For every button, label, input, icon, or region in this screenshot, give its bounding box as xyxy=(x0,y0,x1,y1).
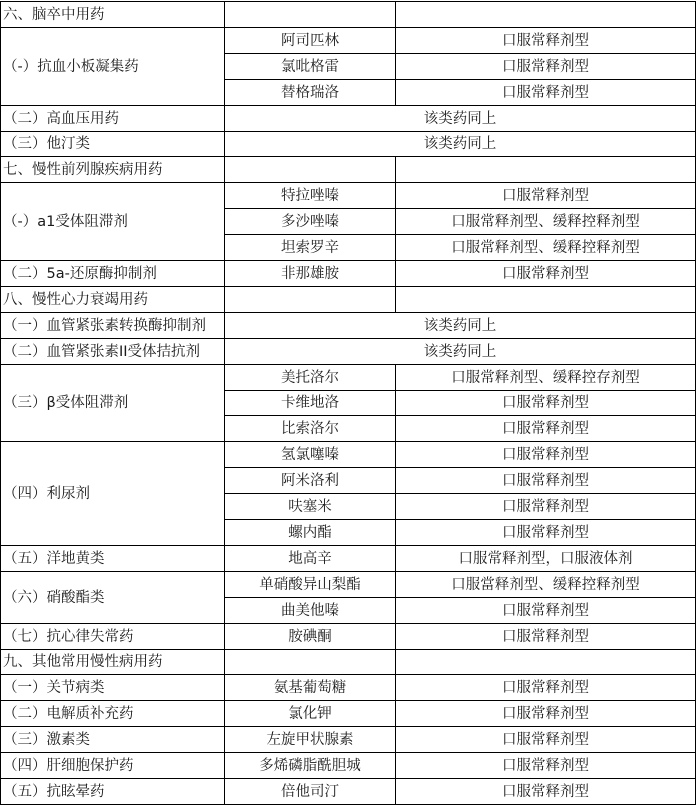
category-label: （五）抗眩晕药 xyxy=(3,784,105,800)
drug-name: 多烯磷脂酰胆城 xyxy=(259,758,361,774)
section-heading: 八、慢性心力衰竭用药 xyxy=(3,292,148,308)
category-label: （三）激素类 xyxy=(3,732,90,748)
dosage-form: 口服常释剂型 xyxy=(502,85,589,101)
drug-name: 左旋甲状腺素 xyxy=(266,732,354,748)
table-gridline xyxy=(224,208,696,209)
dosage-form: 口服常释剂型、缓释控存剂型 xyxy=(451,370,640,386)
table-gridline xyxy=(395,649,396,675)
drug-name: 氯吡格雷 xyxy=(281,59,339,75)
dosage-form: 口服常释剂型 xyxy=(502,784,589,800)
table-gridline xyxy=(0,312,696,313)
table-gridline xyxy=(224,390,696,391)
table-gridline xyxy=(0,338,696,339)
table-gridline xyxy=(224,493,696,494)
table-gridline xyxy=(0,27,696,28)
category-label: （二）5a-还原酶抑制剂 xyxy=(3,266,157,282)
table-gridline xyxy=(395,156,396,183)
same-as-above-note: 该类药同上 xyxy=(423,318,497,334)
drug-name: 多沙唑嗪 xyxy=(281,214,339,230)
table-gridline xyxy=(224,649,225,675)
dosage-form: 口服常释剂型 xyxy=(502,33,589,49)
table-gridline xyxy=(0,804,696,805)
category-label: （五）洋地黄类 xyxy=(3,551,105,567)
table-gridline xyxy=(224,156,225,183)
table-gridline xyxy=(0,260,696,261)
table-gridline xyxy=(0,1,696,2)
dosage-form: 口服常释剂型，口服液体剂 xyxy=(458,551,633,567)
dosage-form: 口服常释剂型 xyxy=(502,421,589,437)
drug-name: 非那雄胺 xyxy=(281,266,339,282)
same-as-above-note: 该类药同上 xyxy=(423,136,497,152)
dosage-form: 口服當释剂型、缓释控释剂型 xyxy=(451,577,640,593)
dosage-form: 口服常释剂型 xyxy=(502,629,589,645)
drug-name: 阿米洛利 xyxy=(281,473,339,489)
dosage-form: 口服常释剂型 xyxy=(502,758,589,774)
drug-name: 卡维地洛 xyxy=(281,395,339,411)
category-label: （二）电解质补充药 xyxy=(3,706,134,722)
dosage-form: 口服常释剂型 xyxy=(502,59,589,75)
table-gridline xyxy=(0,726,696,727)
table-gridline xyxy=(0,286,696,287)
drug-name: 美托洛尔 xyxy=(281,370,339,386)
table-gridline xyxy=(395,1,396,28)
same-as-above-note: 该类药同上 xyxy=(423,111,497,127)
dosage-form: 口服常释剂型 xyxy=(502,473,589,489)
table-gridline xyxy=(224,79,696,80)
drug-name: 单硝酸异山梨酯 xyxy=(259,577,361,593)
table-gridline xyxy=(0,131,696,132)
drug-name: 坦索罗辛 xyxy=(281,240,339,256)
drug-name: 氯化钾 xyxy=(288,706,332,722)
dosage-form: 口服常释剂型、缓释控释剂型 xyxy=(451,240,640,256)
table-gridline xyxy=(0,674,696,675)
table-gridline xyxy=(224,415,696,416)
drug-name: 替格瑞洛 xyxy=(281,85,339,101)
dosage-form: 口服常释剂型 xyxy=(502,266,589,282)
category-label: （二）高血压用药 xyxy=(3,111,119,127)
category-label: （一）血管紧张素转换酶抑制剂 xyxy=(3,318,206,334)
section-heading: 六、脑卒中用药 xyxy=(3,7,105,23)
category-label: （七）抗心律失常药 xyxy=(3,629,134,645)
drug-name: 曲美他嗪 xyxy=(281,603,339,619)
dosage-form: 口服常释剂型、缓释控释剂型 xyxy=(451,214,640,230)
drug-name: 特拉唑嗪 xyxy=(281,188,339,204)
drug-name: 地高辛 xyxy=(288,551,332,567)
table-gridline xyxy=(0,545,696,546)
dosage-form: 口服常释剂型 xyxy=(502,395,589,411)
dosage-form: 口服常释剂型 xyxy=(502,706,589,722)
dosage-form: 口服常释剂型 xyxy=(502,188,589,204)
drug-name: 氨基葡萄糖 xyxy=(273,680,347,696)
table-gridline xyxy=(0,700,696,701)
dosage-form: 口服常释剂型 xyxy=(502,603,589,619)
category-label: （一）关节病类 xyxy=(3,680,105,696)
table-gridline xyxy=(0,752,696,753)
category-label: （六）硝酸酯类 xyxy=(3,590,105,606)
section-heading: 九、其他常用慢性病用药 xyxy=(3,654,163,670)
dosage-form: 口服常释剂型 xyxy=(502,732,589,748)
category-label: （-）抗血小板凝集药 xyxy=(3,59,139,75)
drug-name: 呋塞米 xyxy=(288,499,332,515)
dosage-form: 口服常释剂型 xyxy=(502,447,589,463)
drug-name: 倍他司汀 xyxy=(281,784,339,800)
table-gridline xyxy=(224,467,696,468)
drug-name: 氢氯噻嗪 xyxy=(281,447,339,463)
table-gridline xyxy=(0,778,696,779)
drug-name: 胺碘酮 xyxy=(288,629,332,645)
category-label: （二）血管紧张素II受体拮抗剂 xyxy=(3,344,201,360)
drug-name: 比索洛尔 xyxy=(281,421,339,437)
table-gridline xyxy=(0,623,696,624)
table-gridline xyxy=(0,649,696,650)
table-gridline xyxy=(0,571,696,572)
dosage-form: 口服常释剂型 xyxy=(502,525,589,541)
category-label: （三）他汀类 xyxy=(3,136,90,152)
table-gridline xyxy=(0,364,696,365)
same-as-above-note: 该类药同上 xyxy=(423,344,497,360)
table-gridline xyxy=(0,182,696,183)
category-label: （-）a1受体阻滞剂 xyxy=(3,214,128,230)
category-label: （四）肝细胞保护药 xyxy=(3,758,134,774)
table-gridline xyxy=(0,441,696,442)
dosage-form: 口服常释剂型 xyxy=(502,499,589,515)
table-gridline xyxy=(0,156,696,157)
section-heading: 七、慢性前列腺疾病用药 xyxy=(3,162,163,178)
drug-name: 螺内酯 xyxy=(288,525,332,541)
table-gridline xyxy=(395,286,396,313)
drug-name: 阿司匹林 xyxy=(281,33,339,49)
table-gridline xyxy=(224,286,225,313)
table-gridline xyxy=(224,53,696,54)
category-label: （四）利尿剂 xyxy=(3,486,90,502)
table-gridline xyxy=(224,234,696,235)
dosage-form: 口服常释剂型 xyxy=(502,680,589,696)
table-gridline xyxy=(224,1,225,28)
table-gridline xyxy=(224,519,696,520)
category-label: （三）β受体阻滞剂 xyxy=(3,395,129,411)
table-gridline xyxy=(0,105,696,106)
table-gridline xyxy=(224,597,696,598)
